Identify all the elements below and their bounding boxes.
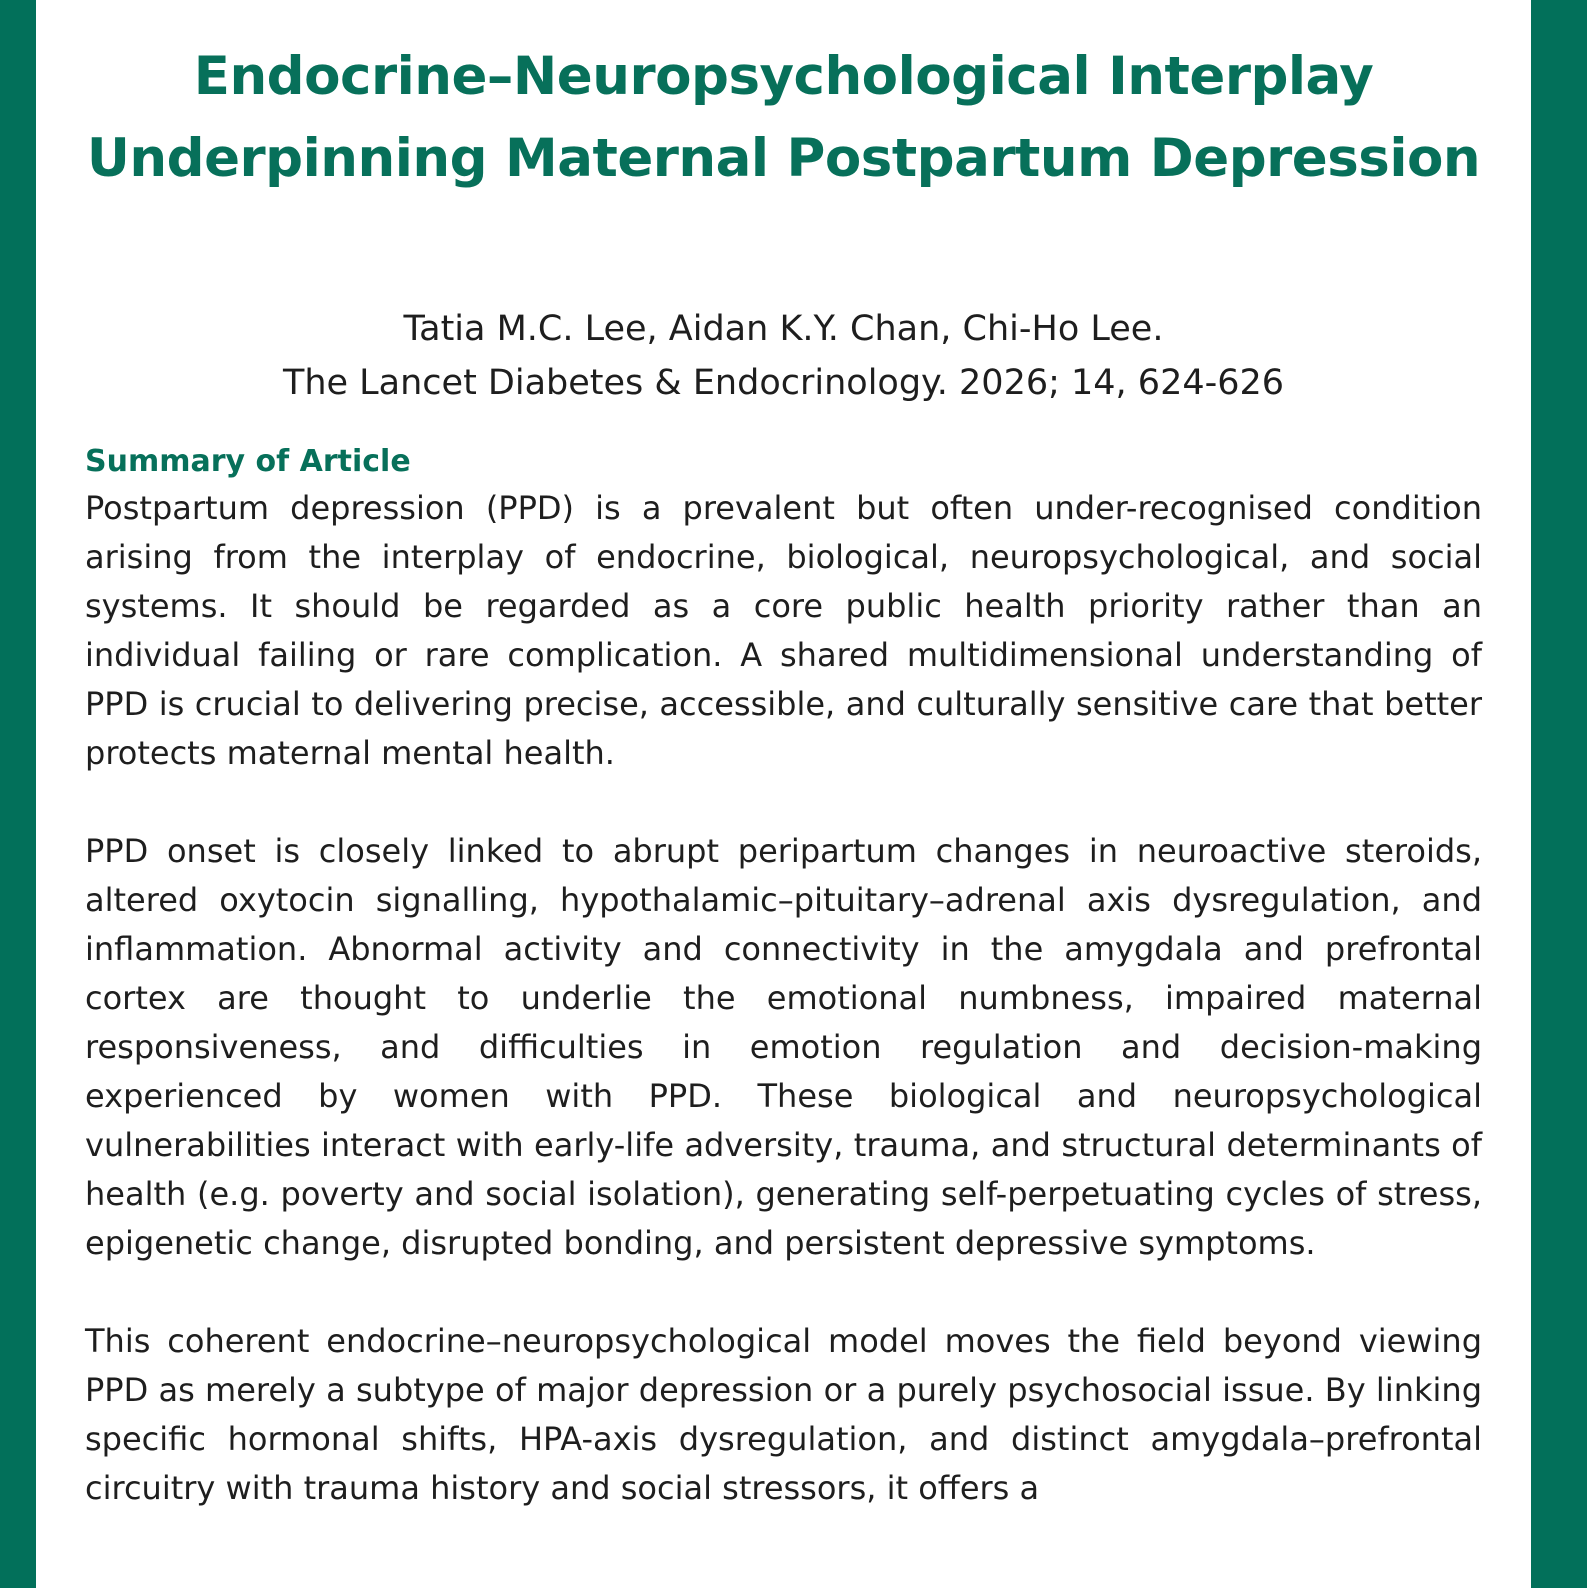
document-page	[36, 0, 1531, 1588]
summary-paragraph-3: This coherent endocrine–neuropsychological model moves the field beyond viewing PPD as merely a subtype of major depression or a purely psychosocial issue. By linking specific hormonal shifts, HPA-axis dysregulation, and distinct amygdala–prefrontal circuitry with trauma history and social stressors, it offers a	[85, 1322, 1482, 1507]
summary-section	[85, 440, 1482, 1562]
article-byline	[36, 302, 1531, 410]
article-title-line-2: Underpinning Maternal Postpartum Depression	[86, 128, 1481, 189]
section-heading: Summary of Article	[85, 444, 411, 479]
journal-citation: The Lancet Diabetes & Endocrinology. 2026; 14, 624-626	[282, 363, 1285, 403]
article-title-line-1: Endocrine–Neuropsychological Interplay	[193, 46, 1374, 107]
author-list: Tatia M.C. Lee, Aidan K.Y. Chan, Chi-Ho Lee.	[403, 309, 1164, 349]
article-title	[36, 36, 1531, 200]
summary-paragraph-2: PPD onset is closely linked to abrupt peripartum changes in neuroactive steroids, altered oxytocin signalling, hypothalamic–pituitary–adrenal axis dysregulation, and inflammation. Abnormal activity and connectivity in the amygdala and prefrontal cortex are thought to underlie the emotional numbness, impaired maternal responsiveness, and difficulties in emotion regulation and decision-making experienced by women with PPD. These biological and neuropsychological vulnerabilities interact with early-life adversity, trauma, and structural determinants of health (e.g. poverty and social isolation), generating self-perpetuating cycles of stress, epigenetic change, disrupted bonding, and persistent depressive symptoms.	[85, 832, 1482, 1262]
summary-paragraph-1: Postpartum depression (PPD) is a prevalent but often under-recognised condition arising from the interplay of endocrine, biological, neuropsychological, and social systems. It should be regarded as a core public health priority rather than an individual failing or rare complication. A shared multidimensional understanding of PPD is crucial to delivering precise, accessible, and culturally sensitive care that better protects maternal mental health.	[85, 489, 1482, 772]
